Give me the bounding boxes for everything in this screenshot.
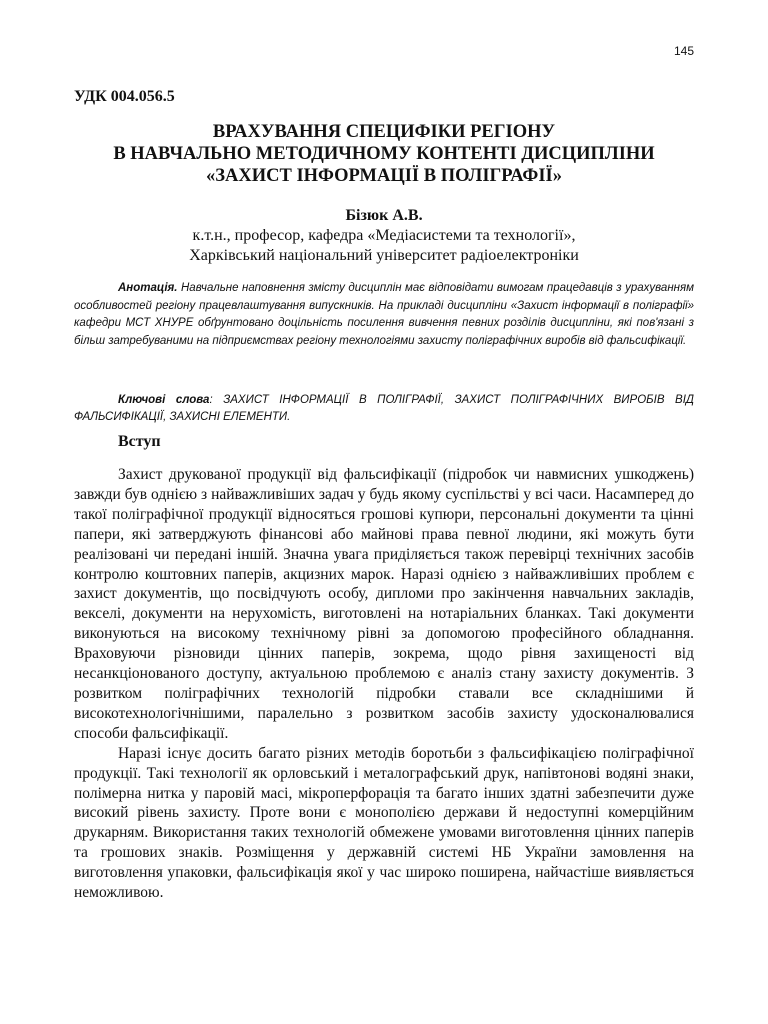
title-line: ВРАХУВАННЯ СПЕЦИФІКИ РЕГІОНУ bbox=[212, 122, 556, 142]
author-affiliation: Харківський національний університет радіоелектроніки bbox=[189, 247, 579, 264]
author-name: Бізюк А.В. bbox=[345, 207, 423, 224]
keywords-label: Ключові слова bbox=[118, 394, 210, 406]
abstract bbox=[74, 280, 694, 350]
title-line: В НАВЧАЛЬНО МЕТОДИЧНОМУ КОНТЕНТІ ДИСЦИПЛІНИ bbox=[113, 144, 655, 164]
keywords-text: : ЗАХИСТ ІНФОРМАЦІЇ В ПОЛІГРАФІЇ, ЗАХИСТ ПОЛІГРАФІЧНИХ ВИРОБІВ ВІД ФАЛЬСИФІКАЦІЇ, ЗАХИСНІ ЕЛЕМЕНТИ. bbox=[74, 394, 694, 423]
abstract-text: Навчальне наповнення змісту дисциплін має відповідати вимогам працедавців з урахуванням особливостей регіону працевлаштування випускників. На прикладі дисципліни «Захист інформації в поліграфії» кафедри МСТ ХНУРЕ обґрунтовано доцільність посилення вивчення певних розділів дисципліни, які пов'язані з більш затребуваними на підприємствах регіону технологіями захисту поліграфічних виробів від фальсифікації. bbox=[74, 282, 694, 347]
article-title bbox=[74, 121, 694, 187]
keywords bbox=[74, 392, 694, 426]
abstract-label: Анотація. bbox=[118, 282, 178, 294]
author-block bbox=[74, 206, 694, 266]
author-position: к.т.н., професор, кафедра «Медіасистеми та технології», bbox=[192, 227, 576, 244]
paragraph: Захист друкованої продукції від фальсифікації (підробок чи навмисних ушкоджень) завжди був однією з найважливіших задач у будь якому суспільстві у всі часи. Насамперед до такої поліграфічної продукції відносяться грошові купюри, персональні документи та цінні папери, які затверджують фінансові або майнові права певної людини, які можуть бути реалізовані чи передані іншій. Значна увага приділяється також перевірці технічних засобів контролю коштовних паперів, акцизних марок. Наразі однією з найважливіших проблем є захист документів, що посвідчують особу, дипломи про закінчення навчальних закладів, векселі, документи на нерухомість, виготовлені на нотаріальних бланках. Такі документи виконуються на високому технічному рівні за допомогою професійного обладнання. Враховуючи різновиди цінних паперів, зокрема, щодо рівня захищеності від несанкціонованого доступу, актуальною проблемою є аналіз стану захисту документів. З розвитком поліграфічних технологій підробки ставали все складнішими й високотехнологічнішими, паралельно з розвитком засобів захисту удосконалювалися способи фальсифікації. bbox=[74, 466, 694, 742]
paragraph: Наразі існує досить багато різних методів боротьби з фальсифікацією поліграфічної продукції. Такі технології як орловський і металографський друк, напівтонові водяні знаки, полімерна нитка у паровій масі, мікроперфорація та багато інших здатні забезпечити дуже високий рівень захисту. Проте вони є монополією держави й недоступні комерційним друкарням. Використання таких технологій обмежене умовами виготовлення цінних паперів та грошових знаків. Розміщення у державній системі НБ України замовлення на виготовлення упаковки, фальсифікація якої у час широко поширена, найчастіше виявляється неможливою. bbox=[74, 744, 694, 902]
page-number: 145 bbox=[673, 44, 694, 58]
body-text bbox=[74, 465, 694, 903]
udc-code: УДК 004.056.5 bbox=[74, 88, 175, 105]
section-heading: Вступ bbox=[118, 433, 161, 450]
title-line: «ЗАХИСТ ІНФОРМАЦІЇ В ПОЛІГРАФІЇ» bbox=[206, 166, 562, 186]
